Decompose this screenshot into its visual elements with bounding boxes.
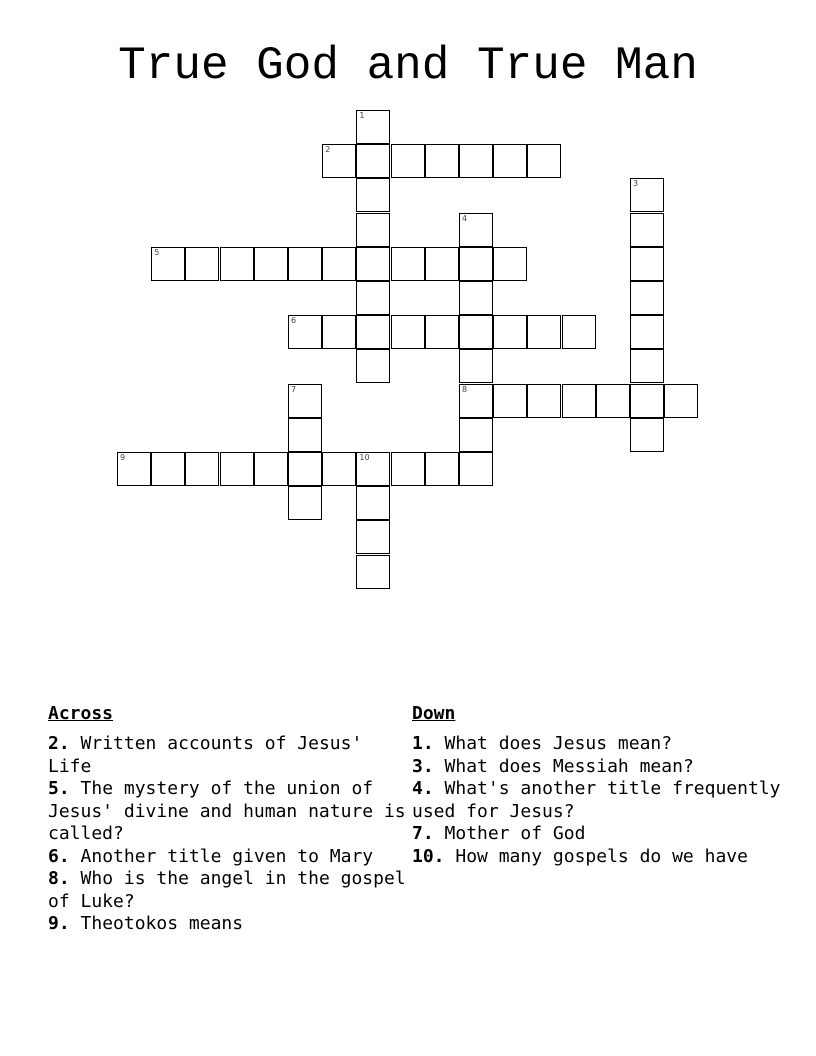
grid-cell[interactable] [288, 486, 322, 520]
grid-cell[interactable] [459, 144, 493, 178]
grid-cell[interactable] [527, 315, 561, 349]
grid-cell[interactable] [459, 281, 493, 315]
cell-number: 3 [633, 179, 639, 189]
grid-cell[interactable] [562, 384, 596, 418]
grid-cell[interactable] [459, 452, 493, 486]
across-clue-9 [48, 913, 408, 936]
grid-cell[interactable] [220, 247, 254, 281]
grid-cell[interactable] [425, 247, 459, 281]
grid-cell[interactable] [117, 452, 151, 486]
grid-cell[interactable] [288, 452, 322, 486]
clue-text: What does Messiah mean? [444, 755, 694, 777]
clue-number: 6. [48, 845, 70, 867]
grid-cell[interactable] [493, 315, 527, 349]
grid-cell[interactable] [322, 315, 356, 349]
clue-number: 2. [48, 733, 70, 754]
grid-cell[interactable] [459, 384, 493, 418]
down-clue-10 [412, 846, 782, 869]
across-clue-8 [48, 868, 408, 913]
grid-cell[interactable] [254, 247, 288, 281]
grid-cell[interactable] [356, 452, 390, 486]
down-clues [412, 703, 782, 868]
grid-cell[interactable] [459, 349, 493, 383]
grid-cell[interactable] [151, 247, 185, 281]
grid-cell[interactable] [562, 315, 596, 349]
grid-cell[interactable] [425, 144, 459, 178]
grid-cell[interactable] [630, 384, 664, 418]
grid-cell[interactable] [630, 281, 664, 315]
grid-cell[interactable] [356, 178, 390, 212]
clue-text: What does Jesus mean? [444, 733, 673, 754]
across-clues [48, 703, 408, 936]
grid-cell[interactable] [527, 144, 561, 178]
clue-text: Mother of God [444, 823, 586, 844]
grid-cell[interactable] [493, 384, 527, 418]
cell-number: 1 [359, 111, 365, 120]
across-clue-2 [48, 733, 408, 778]
clue-number: 8. [48, 868, 70, 889]
grid-cell[interactable] [493, 247, 527, 281]
down-clue-7 [412, 823, 782, 846]
cell-number: 5 [154, 247, 160, 257]
puzzle-title: True God and True Man [118, 40, 698, 92]
grid-cell[interactable] [596, 384, 630, 418]
grid-cell[interactable] [322, 247, 356, 281]
grid-cell[interactable] [322, 452, 356, 486]
clue-number: 1. [412, 733, 434, 754]
clue-number: 4. [412, 778, 434, 799]
grid-cell[interactable] [356, 144, 390, 178]
grid-cell[interactable] [391, 315, 425, 349]
grid-cell[interactable] [425, 452, 459, 486]
grid-cell[interactable] [356, 213, 390, 247]
grid-cell[interactable] [288, 247, 322, 281]
across-clue-5 [48, 778, 408, 846]
grid-cell[interactable] [459, 247, 493, 281]
cell-number: 2 [325, 145, 331, 155]
grid-cell[interactable] [356, 520, 390, 554]
grid-cell[interactable] [356, 281, 390, 315]
down-heading: Down [412, 703, 456, 724]
clue-number: 3. [412, 755, 434, 777]
grid-cell[interactable] [322, 144, 356, 178]
grid-cell[interactable] [459, 213, 493, 247]
grid-cell[interactable] [425, 315, 459, 349]
cell-number: 10 [359, 453, 370, 462]
clue-text: Who is the angel in the gospel of Luke? [48, 868, 406, 912]
grid-cell[interactable] [356, 555, 390, 589]
down-clue-1 [412, 733, 782, 756]
grid-cell[interactable] [527, 384, 561, 418]
clue-text: How many gospels do we have [455, 845, 748, 867]
grid-cell[interactable] [220, 452, 254, 486]
grid-cell[interactable] [185, 452, 219, 486]
grid-cell[interactable] [356, 110, 390, 144]
grid-cell[interactable] [356, 315, 390, 349]
cell-number: 8 [462, 384, 468, 394]
down-clue-3 [412, 756, 782, 779]
cell-number: 9 [120, 453, 126, 462]
clue-number: 7. [412, 823, 434, 844]
down-clue-4 [412, 778, 782, 823]
grid-cell[interactable] [391, 247, 425, 281]
grid-cell[interactable] [630, 418, 664, 452]
grid-cell[interactable] [630, 349, 664, 383]
grid-cell[interactable] [459, 418, 493, 452]
cell-number: 7 [291, 384, 297, 394]
grid-cell[interactable] [391, 452, 425, 486]
grid-cell[interactable] [254, 452, 288, 486]
grid-cell[interactable] [630, 178, 664, 212]
grid-cell[interactable] [630, 315, 664, 349]
clue-text: Theotokos means [80, 913, 244, 934]
grid-cell[interactable] [630, 213, 664, 247]
across-heading: Across [48, 703, 114, 724]
clue-text: Another title given to Mary [80, 845, 374, 867]
grid-cell[interactable] [288, 418, 322, 452]
cell-number: 6 [291, 316, 297, 326]
clue-number: 9. [48, 913, 70, 934]
clue-text: Written accounts of Jesus' Life [48, 733, 363, 777]
grid-cell[interactable] [356, 247, 390, 281]
grid-cell[interactable] [288, 315, 322, 349]
grid-cell[interactable] [356, 349, 390, 383]
grid-cell[interactable] [664, 384, 698, 418]
grid-cell[interactable] [288, 384, 322, 418]
grid-cell[interactable] [493, 144, 527, 178]
grid-cell[interactable] [356, 486, 390, 520]
cell-number: 4 [462, 213, 468, 223]
clue-number: 10. [412, 845, 445, 867]
across-clue-6 [48, 846, 408, 869]
grid-cell[interactable] [459, 315, 493, 349]
grid-cell[interactable] [630, 247, 664, 281]
clue-text: The mystery of the union of Jesus' divine and human nature is called? [48, 778, 406, 844]
grid-cell[interactable] [391, 144, 425, 178]
grid-cell[interactable] [185, 247, 219, 281]
clue-number: 5. [48, 778, 70, 799]
grid-cell[interactable] [151, 452, 185, 486]
clue-text: What's another title frequently used for Jesus? [412, 778, 781, 822]
